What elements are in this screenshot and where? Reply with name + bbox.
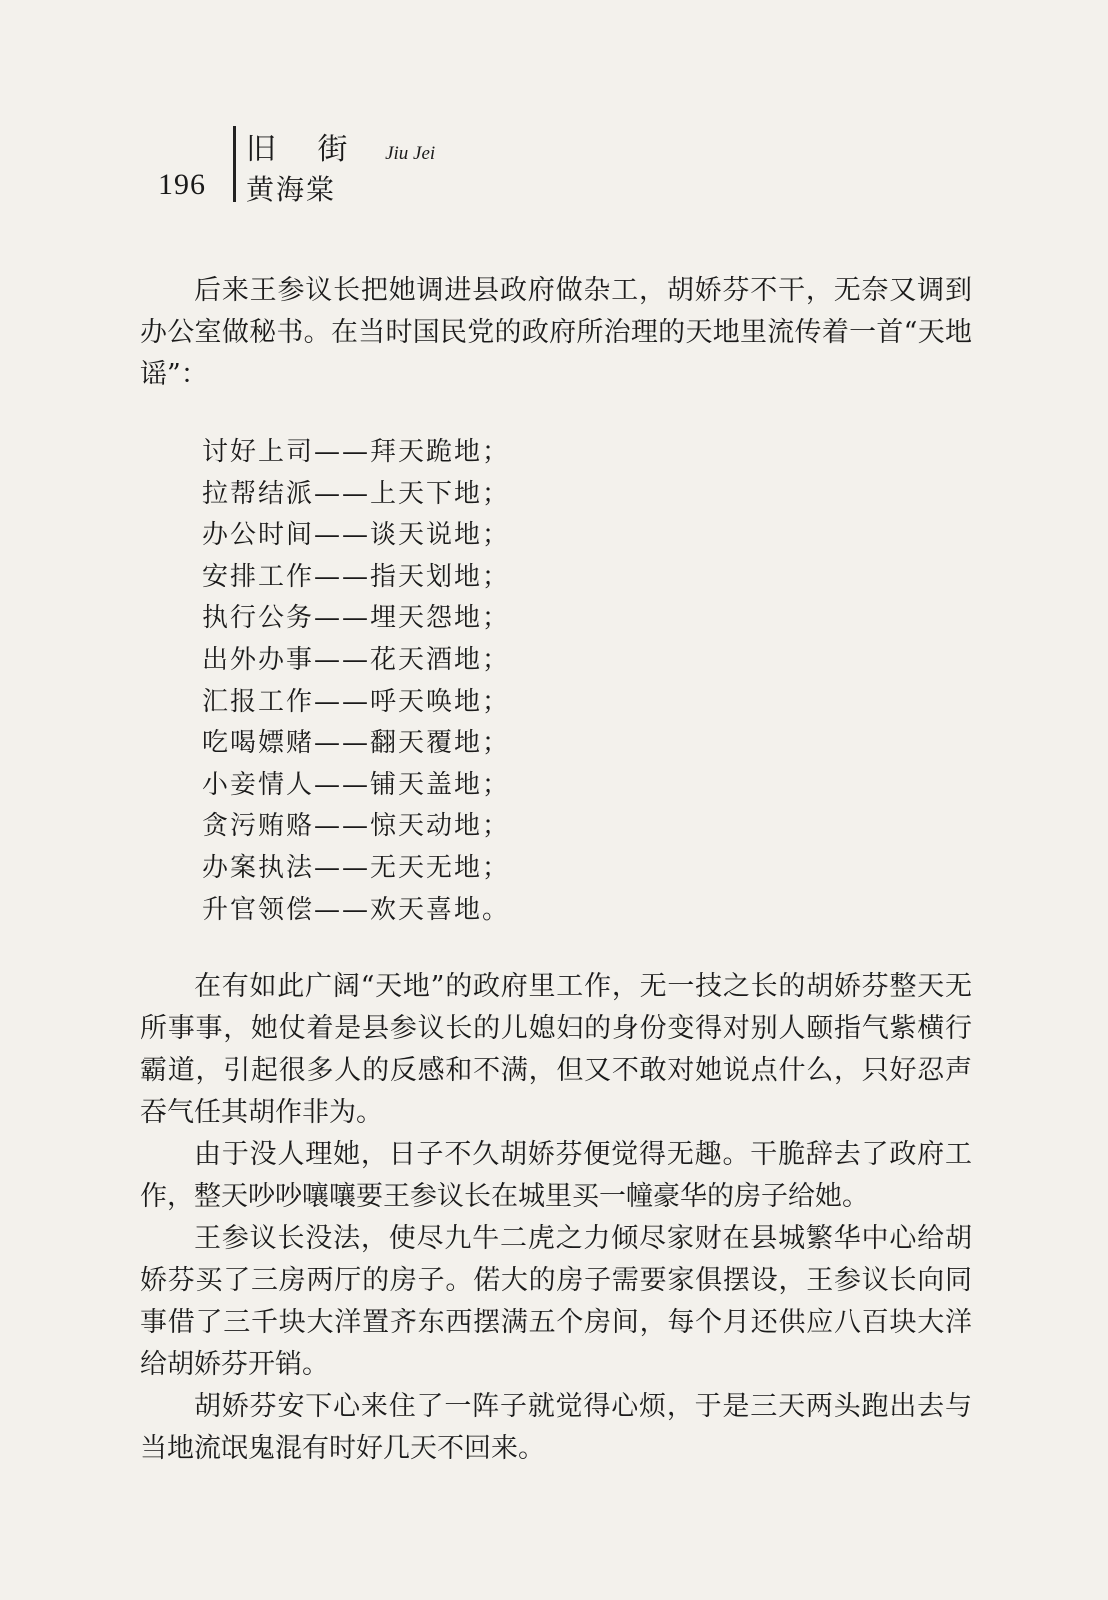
poem-line: 办案执法——无天无地； [202, 852, 511, 883]
running-header [158, 124, 558, 208]
page-number: 196 [158, 168, 206, 201]
book-title [246, 124, 435, 168]
paragraph: 后来王参议长把她调进县政府做杂工，胡娇芬不干，无奈又调到办公室做秘书。在当时国民党的政府所治理的天地里流传着一首“天地谣”： [140, 275, 972, 390]
poem-line: 升官领偿——欢天喜地。 [202, 894, 511, 925]
paragraph: 在有如此广阔“天地”的政府里工作，无一技之长的胡娇芬整天无所事事，她仗着是县参议长的儿媳妇的身份变得对别人颐指气紫横行霸道，引起很多人的反感和不满，但又不敢对她说点什么，只好忍声吞气任其胡作非为。 [140, 971, 972, 1128]
poem-line: 吃喝嫖赌——翻天覆地； [202, 728, 511, 759]
paragraph: 胡娇芬安下心来住了一阵子就觉得心烦，于是三天两头跑出去与当地流氓鬼混有时好几天不回来。 [140, 1391, 972, 1464]
poem-line: 办公时间——谈天说地； [202, 520, 511, 551]
poem-line: 汇报工作——呼天唤地； [202, 686, 511, 717]
poem-tiandi-yao [202, 432, 510, 931]
book-title-pinyin: Jiu Jei [385, 143, 436, 164]
book-title-text: 旧 街 [246, 132, 364, 167]
paragraph: 由于没人理她，日子不久胡娇芬便觉得无趣。干脆辞去了政府工作，整天吵吵嚷嚷要王参议长在城里买一幢豪华的房子给她。 [140, 1139, 972, 1212]
header-divider [233, 126, 236, 202]
poem-line: 出外办事——花天酒地； [202, 644, 511, 675]
poem-line: 拉帮结派——上天下地； [202, 478, 511, 509]
poem-line: 执行公务——埋天怨地； [202, 603, 511, 634]
poem-line: 安排工作——指天划地； [202, 561, 511, 592]
poem-line: 讨好上司——拜天跪地； [202, 437, 511, 467]
paragraph: 王参议长没法，使尽九牛二虎之力倾尽家财在县城繁华中心给胡娇芬买了三房两厅的房子。偌大的房子需要家俱摆设，王参议长向同事借了三千块大洋置齐东西摆满五个房间，每个月还供应八百块大洋给胡娇芬开销。 [140, 1223, 972, 1380]
poem-line: 贪污贿赂——惊天动地； [202, 811, 511, 842]
author-name: 黄海棠 [246, 173, 337, 206]
poem-line: 小妾情人——铺天盖地； [202, 769, 511, 800]
